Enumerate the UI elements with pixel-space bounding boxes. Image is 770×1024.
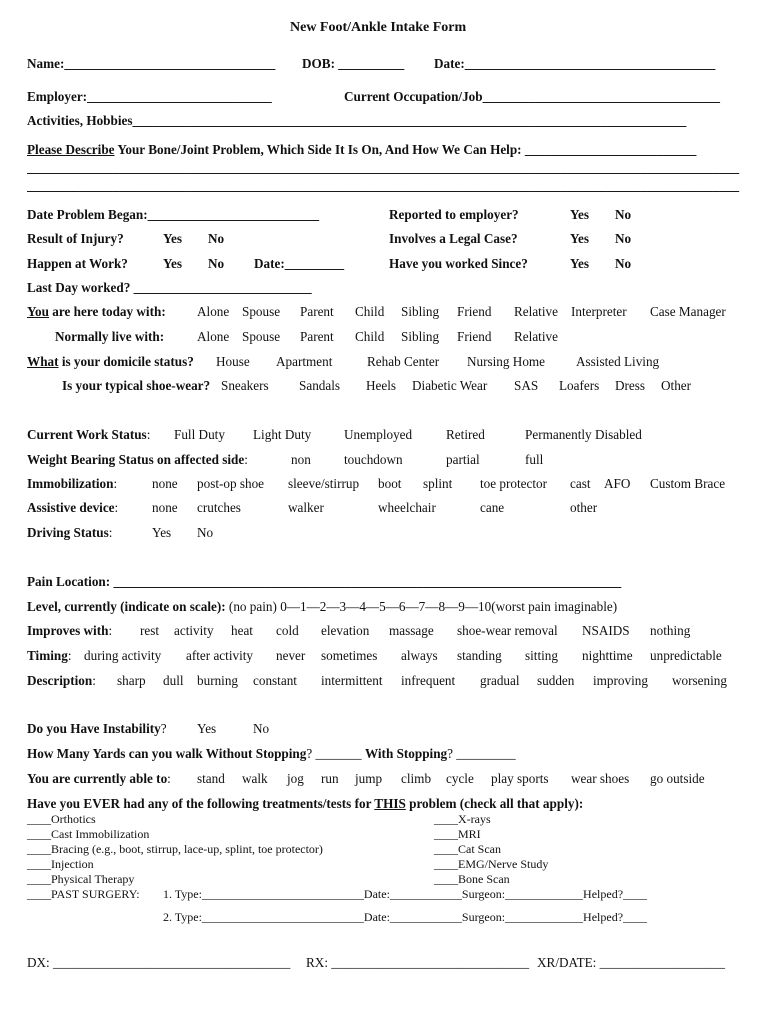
instability-label <box>27 721 167 737</box>
yards-without-label: How Many Yards can you walk Without Stopping <box>27 746 307 761</box>
xr-date-field[interactable]: XR/DATE: ___________________ <box>537 955 725 970</box>
assistive-colon: : <box>114 500 119 515</box>
activities-field[interactable]: Activities, Hobbies____________________________________________________________________________________ <box>27 113 687 128</box>
describe-line-3[interactable]: ____________________________________________________________________________________________________________ <box>27 178 740 193</box>
treatments-heading <box>27 796 583 812</box>
improves-colon: : <box>108 623 113 638</box>
here-today-label-rest: are here today with: <box>49 304 166 319</box>
able-to-option[interactable]: walk <box>242 771 268 786</box>
normally-live-option[interactable]: Parent <box>300 329 334 344</box>
injury-no[interactable]: No <box>208 231 225 246</box>
date-problem-began-field[interactable]: Date Problem Began:__________________________ <box>27 207 320 222</box>
test-mri[interactable]: ____MRI <box>434 827 481 841</box>
treatment-orthotics[interactable]: ____Orthotics <box>27 812 96 826</box>
yards-with-label: With Stopping <box>364 746 448 761</box>
weight-bearing-option[interactable]: full <box>525 452 544 467</box>
assistive-label-text: Assistive device <box>27 500 115 515</box>
shoewear-option[interactable]: SAS <box>514 378 539 393</box>
weight-bearing-option[interactable]: non <box>291 452 311 467</box>
able-to-option[interactable]: jump <box>355 771 383 786</box>
improves-option[interactable]: nothing <box>650 623 691 638</box>
instability-label-text: Do you Have Instability <box>27 721 161 736</box>
improves-label-text: Improves with <box>27 623 109 638</box>
work-no[interactable]: No <box>208 256 225 271</box>
here-today-option[interactable]: Relative <box>514 304 558 319</box>
immobilization-option[interactable]: Custom Brace <box>650 476 726 491</box>
shoewear-option[interactable]: Dress <box>615 378 646 393</box>
able-to-label <box>27 771 171 787</box>
work-status-option[interactable]: Permanently Disabled <box>525 427 642 442</box>
timing-option[interactable]: after activity <box>186 648 253 663</box>
pain-level-row[interactable] <box>27 599 617 615</box>
date-field[interactable]: Date:______________________________________ <box>434 56 716 71</box>
timing-option[interactable]: unpredictable <box>650 648 722 663</box>
description-option[interactable]: burning <box>197 673 239 688</box>
improves-option[interactable]: massage <box>389 623 434 638</box>
description-option[interactable]: improving <box>593 673 648 688</box>
work-status-colon: : <box>146 427 151 442</box>
employer-field[interactable]: Employer:____________________________ <box>27 89 272 104</box>
assistive-option[interactable]: wheelchair <box>378 500 436 515</box>
yards-with-blank[interactable]: ? _________ <box>447 746 516 761</box>
treatment-past-surgery[interactable]: ____PAST SURGERY: <box>27 887 140 901</box>
pain-level-label: Level, currently (indicate on scale): <box>27 599 226 614</box>
timing-option[interactable]: nighttime <box>582 648 633 663</box>
treatment-bracing[interactable]: ____Bracing (e.g., boot, stirrup, lace-up, splint, toe protector) <box>27 842 323 856</box>
shoewear-option[interactable]: Sneakers <box>221 378 269 393</box>
here-today-option[interactable]: Parent <box>300 304 334 319</box>
rx-field[interactable]: RX: ______________________________ <box>306 955 530 970</box>
description-option[interactable]: dull <box>163 673 184 688</box>
description-label-text: Description <box>27 673 93 688</box>
reported-yes[interactable]: Yes <box>570 207 590 222</box>
description-colon: : <box>92 673 96 688</box>
normally-live-option[interactable]: Child <box>355 329 385 344</box>
assistive-option[interactable]: crutches <box>197 500 241 515</box>
driving-label <box>27 525 112 541</box>
timing-label-text: Timing <box>27 648 68 663</box>
timing-label <box>27 648 71 664</box>
description-option[interactable]: sharp <box>117 673 146 688</box>
surgery-1-field[interactable]: 1. Type:___________________________Date:____________Surgeon:_____________Helped?____ <box>163 887 648 901</box>
improves-option[interactable]: shoe-wear removal <box>457 623 558 638</box>
domicile-label-underlined: What <box>27 354 59 369</box>
shoewear-label: Is your typical shoe-wear? <box>62 378 211 393</box>
here-today-option[interactable]: Case Manager <box>650 304 726 319</box>
form-title: New Foot/Ankle Intake Form <box>290 20 467 35</box>
immobilization-label <box>27 476 117 492</box>
result-of-injury-label: Result of Injury? <box>27 231 124 246</box>
worked-since-yes[interactable]: Yes <box>570 256 590 271</box>
work-status-label-text: Current Work Status <box>27 427 147 442</box>
test-cat-scan[interactable]: ____Cat Scan <box>434 842 501 856</box>
timing-option[interactable]: always <box>401 648 438 663</box>
driving-colon: : <box>108 525 113 540</box>
assistive-label <box>27 500 118 516</box>
work-yes[interactable]: Yes <box>163 256 183 271</box>
dx-field[interactable]: DX: ____________________________________ <box>27 955 291 970</box>
improves-option[interactable]: NSAIDS <box>582 623 630 638</box>
legal-yes[interactable]: Yes <box>570 231 590 246</box>
able-to-option[interactable]: run <box>321 771 339 786</box>
reported-no[interactable]: No <box>615 207 632 222</box>
description-label <box>27 673 96 689</box>
assistive-option[interactable]: cane <box>480 500 505 515</box>
here-today-option[interactable]: Sibling <box>401 304 440 319</box>
here-today-label-underlined: You <box>27 304 49 319</box>
domicile-option[interactable]: Apartment <box>276 354 333 369</box>
weight-bearing-colon: : <box>244 452 248 467</box>
driving-option[interactable]: Yes <box>152 525 172 540</box>
improves-label <box>27 623 112 639</box>
assistive-option[interactable]: walker <box>288 500 324 515</box>
timing-colon: : <box>67 648 72 663</box>
domicile-label <box>27 354 194 370</box>
able-to-option[interactable]: wear shoes <box>571 771 630 786</box>
here-today-option[interactable]: Child <box>355 304 385 319</box>
timing-option[interactable]: sitting <box>525 648 558 663</box>
immobilization-option[interactable]: sleeve/stirrup <box>288 476 360 491</box>
able-to-option[interactable]: cycle <box>446 771 474 786</box>
improves-option[interactable]: elevation <box>321 623 370 638</box>
work-status-option[interactable]: Light Duty <box>253 427 312 442</box>
test-bone-scan[interactable]: ____Bone Scan <box>434 872 510 886</box>
able-to-option[interactable]: play sports <box>491 771 549 786</box>
instability-option[interactable]: Yes <box>197 721 217 736</box>
timing-option[interactable]: sometimes <box>321 648 378 663</box>
last-day-worked-field[interactable]: Last Day worked? ___________________________ <box>27 280 312 295</box>
domicile-option[interactable]: House <box>216 354 250 369</box>
legal-case-label: Involves a Legal Case? <box>389 231 518 246</box>
worked-since-label: Have you worked Since? <box>389 256 528 271</box>
normally-live-label: Normally live with: <box>55 329 165 344</box>
normally-live-option[interactable]: Sibling <box>401 329 440 344</box>
test-xrays[interactable]: ____X-rays <box>434 812 491 826</box>
instability-option[interactable]: No <box>253 721 270 736</box>
immobilization-option[interactable]: AFO <box>604 476 631 491</box>
normally-live-option[interactable]: Relative <box>514 329 558 344</box>
immobilization-option[interactable]: boot <box>378 476 402 491</box>
normally-live-option[interactable]: Friend <box>457 329 492 344</box>
weight-bearing-label-text: Weight Bearing Status on affected side <box>27 452 245 467</box>
normally-live-option[interactable]: Alone <box>197 329 230 344</box>
assistive-option[interactable]: other <box>570 500 598 515</box>
domicile-option[interactable]: Assisted Living <box>576 354 660 369</box>
shoewear-option[interactable]: Loafers <box>559 378 600 393</box>
immobilization-option[interactable]: post-op shoe <box>197 476 265 491</box>
describe-line-2[interactable]: ____________________________________________________________________________________________________________ <box>27 160 740 175</box>
able-to-label-text: You are currently able to <box>27 771 168 786</box>
improves-option[interactable]: rest <box>140 623 160 638</box>
immobilization-option[interactable]: none <box>152 476 178 491</box>
description-option[interactable]: infrequent <box>401 673 456 688</box>
work-status-label <box>27 427 150 443</box>
domicile-label-rest: is your domicile status? <box>58 354 194 369</box>
shoewear-option[interactable]: Sandals <box>299 378 341 393</box>
normally-live-option[interactable]: Spouse <box>242 329 281 344</box>
able-to-option[interactable]: jog <box>287 771 304 786</box>
improves-option[interactable]: cold <box>276 623 299 638</box>
yards-field[interactable] <box>27 746 516 762</box>
immobilization-label-text: Immobilization <box>27 476 114 491</box>
description-option[interactable]: constant <box>253 673 297 688</box>
work-status-option[interactable]: Retired <box>446 427 485 442</box>
describe-rest: Your Bone/Joint Problem, Which Side It Is On, And How We Can Help: __________________________ <box>114 142 697 157</box>
immobilization-option[interactable]: cast <box>570 476 591 491</box>
driving-label-text: Driving Status <box>27 525 109 540</box>
work-status-option[interactable]: Full Duty <box>174 427 225 442</box>
immobilization-option[interactable]: splint <box>423 476 453 491</box>
treatment-cast-immobilization[interactable]: ____Cast Immobilization <box>27 827 150 841</box>
improves-option[interactable]: activity <box>174 623 214 638</box>
shoewear-option[interactable]: Diabetic Wear <box>412 378 488 393</box>
description-option[interactable]: intermittent <box>321 673 383 688</box>
occupation-field[interactable]: Current Occupation/Job____________________________________ <box>344 89 720 104</box>
shoewear-option[interactable]: Heels <box>366 378 397 393</box>
pain-location-field[interactable]: Pain Location: _____________________________________________________________________________ <box>27 574 622 589</box>
able-to-option[interactable]: stand <box>197 771 225 786</box>
weight-bearing-label <box>27 452 248 468</box>
treatment-injection[interactable]: ____Injection <box>27 857 94 871</box>
treatments-heading-post: problem (check all that apply): <box>405 796 584 811</box>
weight-bearing-option[interactable]: partial <box>446 452 480 467</box>
reported-to-employer-label: Reported to employer? <box>389 207 519 222</box>
treatment-physical-therapy[interactable]: ____Physical Therapy <box>27 872 135 886</box>
description-option[interactable]: worsening <box>672 673 727 688</box>
happen-at-work-label: Happen at Work? <box>27 256 128 271</box>
treatments-heading-pre: Have you EVER had any of the following treatments/tests for <box>27 796 375 811</box>
able-to-option[interactable]: climb <box>401 771 432 786</box>
driving-option[interactable]: No <box>197 525 214 540</box>
weight-bearing-option[interactable]: touchdown <box>344 452 403 467</box>
domicile-option[interactable]: Nursing Home <box>467 354 546 369</box>
improves-option[interactable]: heat <box>231 623 253 638</box>
treatments-heading-underlined: THIS <box>374 796 406 811</box>
dob-field[interactable]: DOB: __________ <box>302 56 405 71</box>
able-to-colon: : <box>167 771 171 786</box>
here-today-option[interactable]: Friend <box>457 304 492 319</box>
work-status-option[interactable]: Unemployed <box>344 427 413 442</box>
immobilization-option[interactable]: toe protector <box>480 476 548 491</box>
able-to-option[interactable]: go outside <box>650 771 705 786</box>
timing-option[interactable]: never <box>276 648 306 663</box>
instability-q: ? <box>160 721 167 736</box>
here-today-label <box>27 304 166 320</box>
injury-yes[interactable]: Yes <box>163 231 183 246</box>
timing-option[interactable]: during activity <box>84 648 162 663</box>
here-today-option[interactable]: Interpreter <box>571 304 627 319</box>
yards-without-blank[interactable]: ? _______ <box>306 746 365 761</box>
description-option[interactable]: gradual <box>480 673 520 688</box>
work-date-field[interactable]: Date:_________ <box>254 256 345 271</box>
surgery-2-field[interactable]: 2. Type:___________________________Date:____________Surgeon:_____________Helped?____ <box>163 910 648 924</box>
assistive-option[interactable]: none <box>152 500 178 515</box>
domicile-option[interactable]: Rehab Center <box>367 354 440 369</box>
description-option[interactable]: sudden <box>537 673 575 688</box>
name-field[interactable]: Name:________________________________ <box>27 56 276 71</box>
describe-underlined: Please Describe <box>27 142 115 157</box>
pain-level-scale[interactable]: (no pain) 0—1—2—3—4—5—6—7—8—9—10(worst pain imaginable) <box>225 599 618 614</box>
test-emg-nerve-study[interactable]: ____EMG/Nerve Study <box>434 857 549 871</box>
legal-no[interactable]: No <box>615 231 632 246</box>
here-today-option[interactable]: Spouse <box>242 304 281 319</box>
worked-since-no[interactable]: No <box>615 256 632 271</box>
immobilization-colon: : <box>113 476 118 491</box>
here-today-option[interactable]: Alone <box>197 304 230 319</box>
describe-problem-field[interactable] <box>27 142 741 158</box>
shoewear-option[interactable]: Other <box>661 378 692 393</box>
timing-option[interactable]: standing <box>457 648 502 663</box>
